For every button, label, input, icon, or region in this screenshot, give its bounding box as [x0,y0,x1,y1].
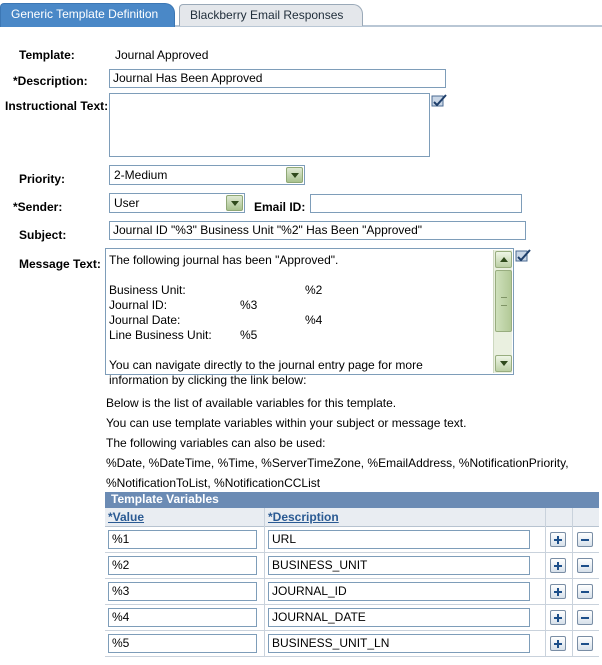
column-separator [572,508,573,527]
info-line: %Date, %DateTime, %Time, %ServerTimeZone, %EmailAddress, %NotificationPriority, [106,456,569,470]
row-separator [572,527,573,553]
row-separator [572,631,573,657]
variable-value-input[interactable]: %1 [108,530,257,549]
row-separator [264,631,265,657]
table-row [105,579,599,605]
info-line: Below is the list of available variables for this template. [106,396,397,410]
variable-value-input[interactable]: %4 [108,608,257,627]
message-footer-2: information by clicking the link below: [109,373,307,387]
message-intro: The following journal has been "Approved". [109,253,339,267]
message-field-value: %4 [305,313,323,327]
scroll-down-icon[interactable] [495,355,512,372]
variable-description-input[interactable]: JOURNAL_DATE [268,608,530,627]
variable-description-input[interactable]: URL [268,530,530,549]
variable-value-input[interactable]: %2 [108,556,257,575]
row-separator [545,553,546,579]
row-separator [545,527,546,553]
table-row [105,553,599,579]
spellcheck-icon[interactable] [431,93,449,109]
spellcheck-icon[interactable] [515,248,533,264]
column-separator [545,508,546,527]
message-field-value: %2 [305,283,323,297]
email-id-label: Email ID: [254,200,306,214]
message-field-value: %3 [240,298,258,312]
minus-icon[interactable] [577,532,593,547]
message-field-key: Business Unit: [109,283,186,297]
message-footer: You can navigate directly to the journal entry page for more [109,358,423,372]
scroll-up-icon[interactable] [495,251,512,268]
message-field-key: Line Business Unit: [109,328,212,342]
variable-value-input[interactable]: %5 [108,634,257,653]
table-row [105,631,599,657]
variable-value-input[interactable]: %3 [108,582,257,601]
row-separator [264,605,265,631]
message-text-label: Message Text: [19,257,101,271]
tab-bar [0,0,602,28]
info-line: %NotificationToList, %NotificationCCList [106,476,321,490]
subject-label: Subject: [19,228,67,242]
message-field-key: Journal Date: [109,313,181,327]
message-blank-line [109,268,494,283]
scroll-thumb[interactable] [495,270,512,332]
grid-header [105,508,599,527]
tab-blackberry-email-responses[interactable]: Blackberry Email Responses [179,4,363,26]
priority-label: Priority: [19,172,66,186]
plus-icon[interactable] [550,558,566,573]
message-field-key: Journal ID: [109,298,168,312]
variable-description-input[interactable]: BUSINESS_UNIT [268,556,530,575]
row-separator [545,631,546,657]
template-label: Template: [19,48,75,62]
row-separator [545,579,546,605]
template-value: Journal Approved [115,48,209,62]
table-row [105,527,599,553]
subject-input[interactable]: Journal ID "%3" Business Unit "%2" Has Been "Approved" [109,221,526,240]
chevron-down-icon[interactable] [286,167,303,183]
description-label: *Description: [13,74,88,88]
plus-icon[interactable] [550,584,566,599]
chevron-down-icon[interactable] [226,195,243,211]
row-separator [572,553,573,579]
message-field-row [109,328,494,343]
description-input[interactable]: Journal Has Been Approved [109,69,446,88]
message-field-row [109,283,494,298]
minus-icon[interactable] [577,558,593,573]
template-variables-grid [105,492,599,660]
sender-select[interactable] [109,193,245,213]
message-scrollbar[interactable] [493,250,512,373]
row-separator [572,579,573,605]
column-header-value[interactable]: *Value [108,510,145,524]
instructional-text-area[interactable] [109,93,430,157]
message-blank-line [109,343,494,358]
message-field-value: %5 [240,328,258,342]
variable-description-input[interactable]: BUSINESS_UNIT_LN [268,634,530,653]
table-row [105,605,599,631]
priority-select[interactable] [109,165,305,185]
email-id-input[interactable] [310,194,522,213]
minus-icon[interactable] [577,584,593,599]
message-text-area[interactable] [105,248,514,387]
plus-icon[interactable] [550,532,566,547]
column-header-description[interactable]: *Description [268,510,339,524]
minus-icon[interactable] [577,610,593,625]
row-separator [572,605,573,631]
instructional-text-label: Instructional Text: [5,99,109,113]
tab-generic-template-definition[interactable]: Generic Template Definition [0,3,175,27]
row-separator [264,527,265,553]
row-separator [264,553,265,579]
priority-selected-value: 2-Medium [114,168,168,182]
message-field-row [109,313,494,328]
row-separator [545,605,546,631]
plus-icon[interactable] [550,610,566,625]
variable-description-input[interactable]: JOURNAL_ID [268,582,530,601]
column-separator [264,508,265,527]
sender-selected-value: User [114,196,140,210]
minus-icon[interactable] [577,636,593,651]
info-line: The following variables can also be used: [106,436,326,450]
row-separator [264,579,265,605]
plus-icon[interactable] [550,636,566,651]
sender-label: *Sender: [13,200,63,214]
grid-title: Template Variables [105,492,599,508]
message-field-row [109,298,494,313]
info-line: You can use template variables within your subject or message text. [106,416,467,430]
